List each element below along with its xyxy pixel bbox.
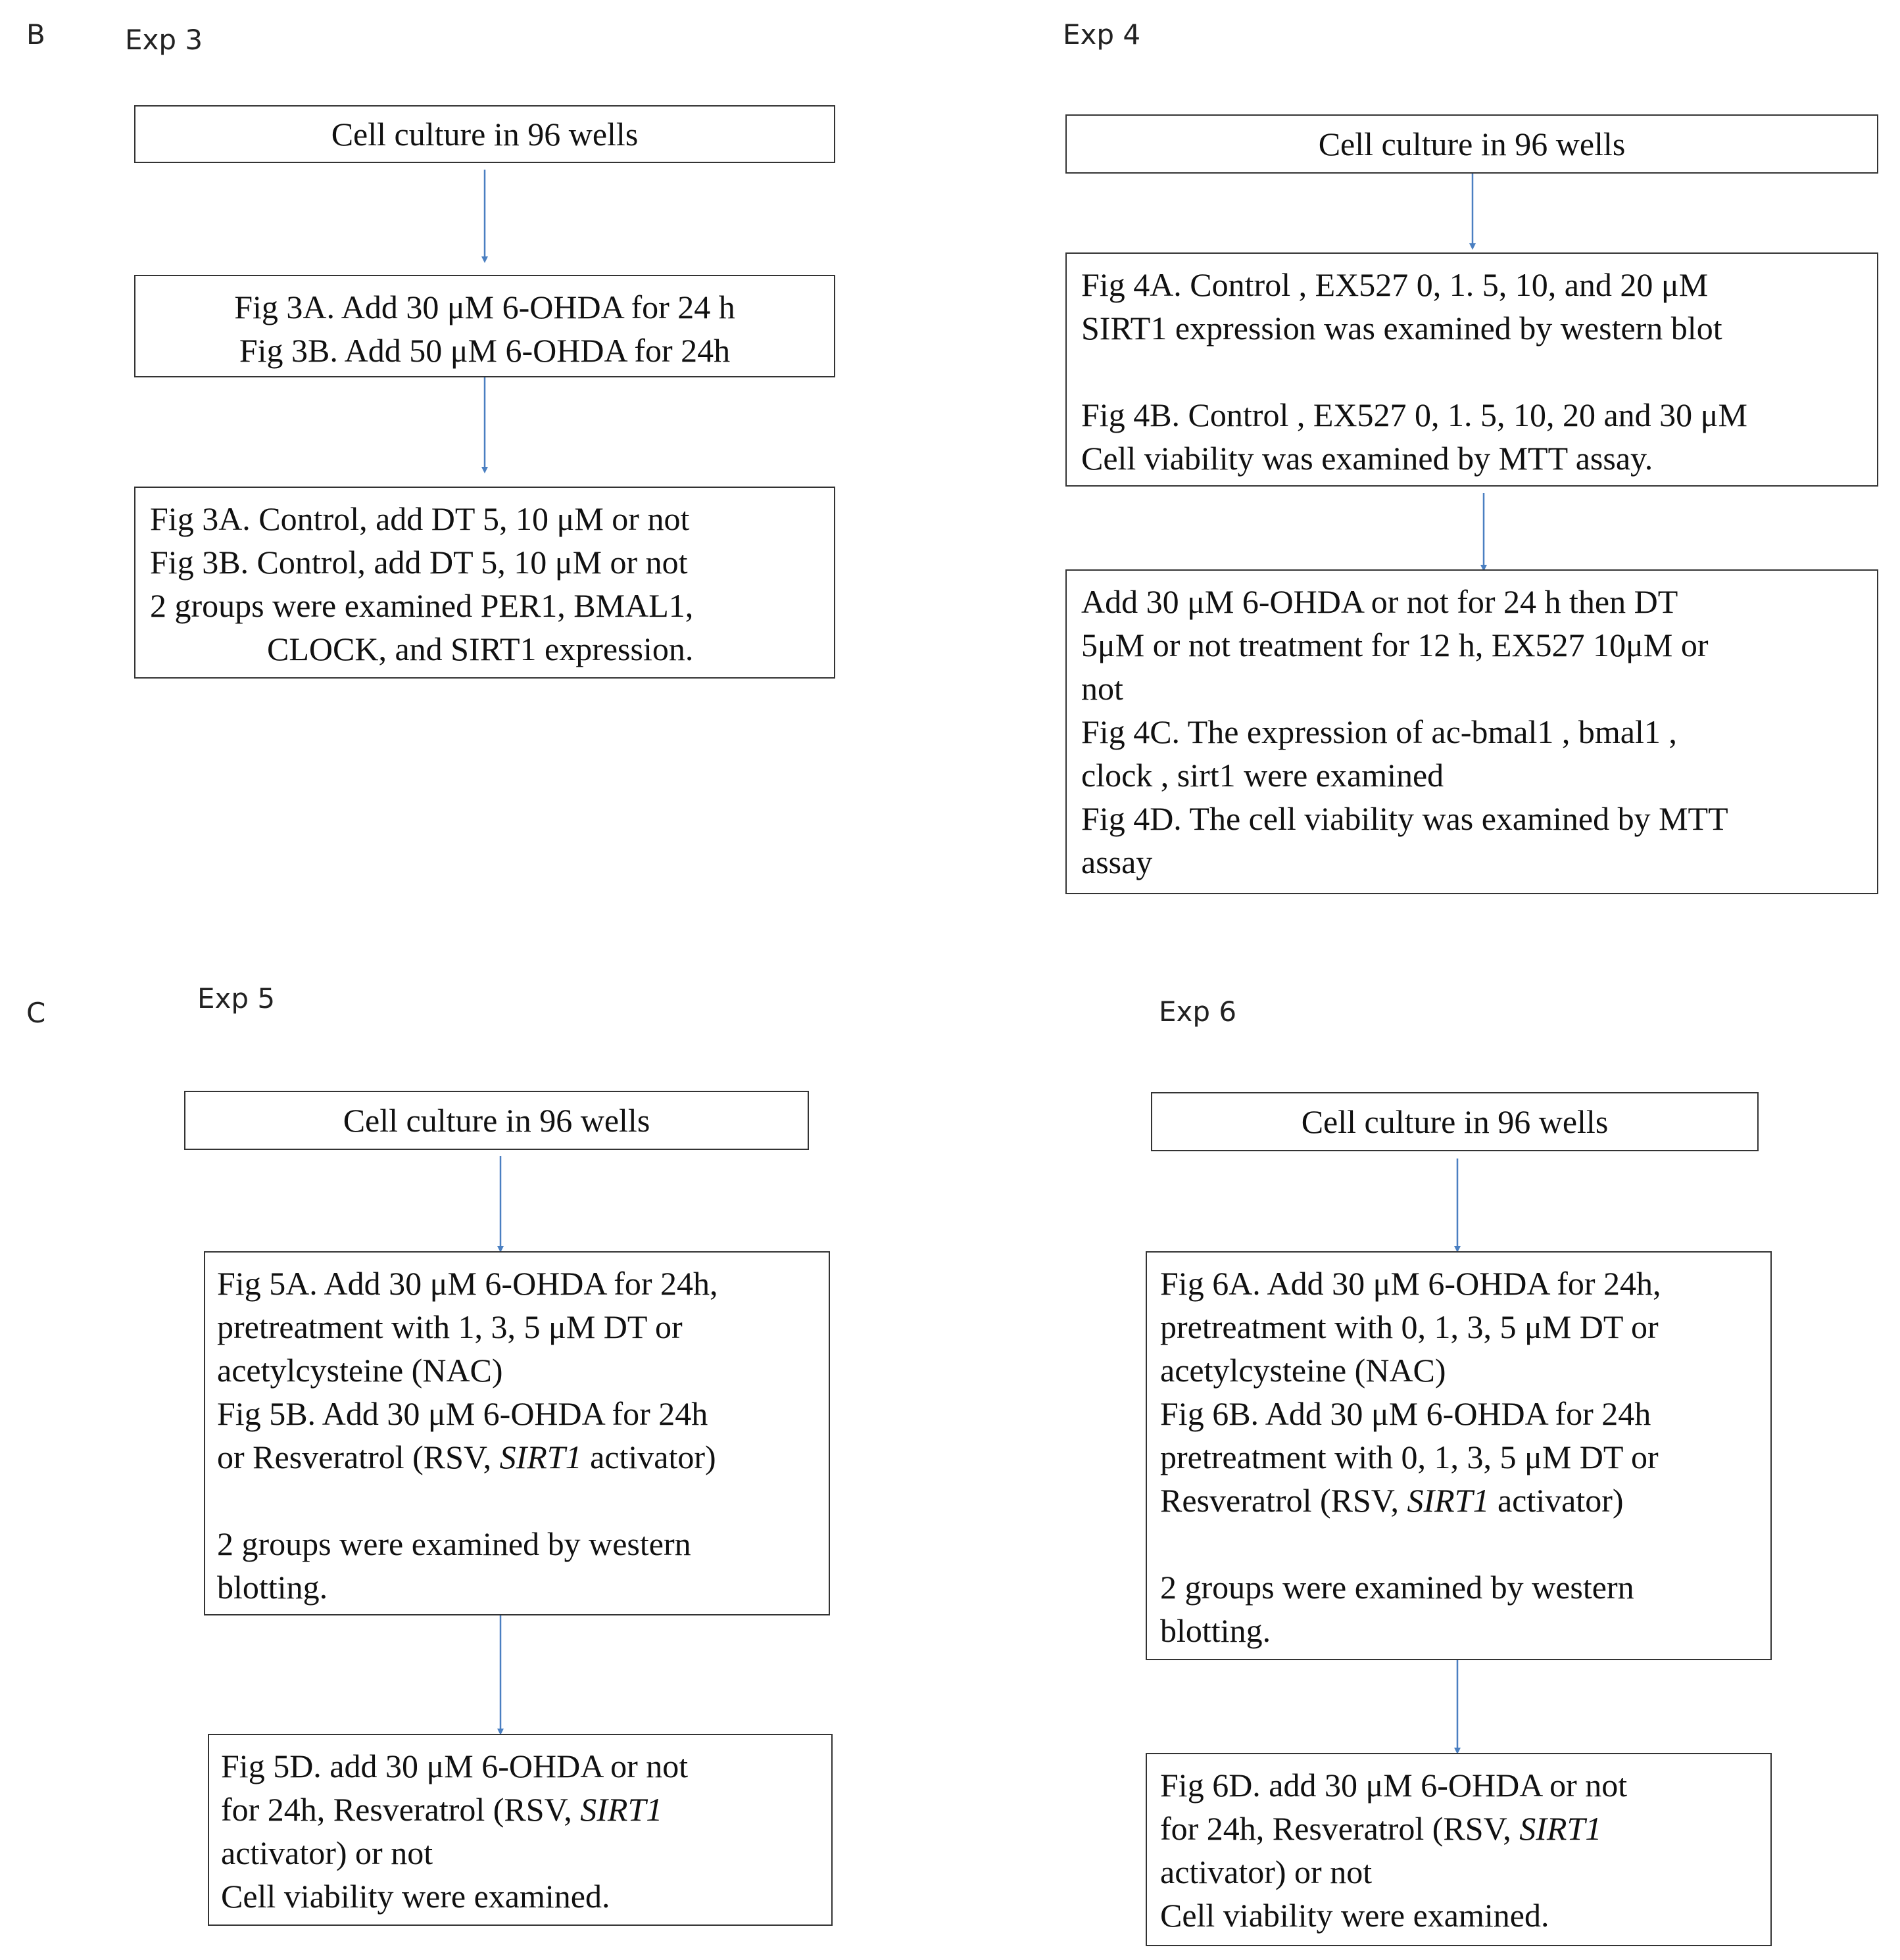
exp5-box-culture-text: Cell culture in 96 wells	[343, 1102, 650, 1139]
exp4-box-analysis-line: 5μM or not treatment for 12 h, EX527 10μM or	[1081, 627, 1709, 663]
exp6-box-treatment-line: blotting.	[1160, 1612, 1271, 1649]
exp4-box-ex527-line: Cell viability was examined by MTT assay.	[1081, 440, 1653, 477]
exp6-box-treatment-line: pretreatment with 0, 1, 3, 5 μM DT or	[1160, 1439, 1659, 1475]
exp3-title: Exp 3	[125, 24, 203, 56]
exp3-box-analysis-line: Fig 3A. Control, add DT 5, 10 μM or not	[150, 500, 690, 537]
exp5-box-viability-line	[221, 1788, 831, 1831]
exp5-box-treatment-line: 2 groups were examined by western	[217, 1525, 691, 1562]
exp5-box-treatment-line: pretreatment with 1, 3, 5 μM DT or	[217, 1308, 683, 1345]
exp6-box-treatment-line	[1160, 1479, 1770, 1522]
exp5-rsv-gene: SIRT1	[499, 1439, 582, 1475]
exp5-box-treatment-line: blotting.	[217, 1569, 328, 1606]
exp5-rsv-suffix: activator)	[581, 1439, 716, 1475]
exp5-box-treatment-line: Fig 5A. Add 30 μM 6-OHDA for 24h,	[217, 1265, 718, 1302]
exp3-box-analysis-line: 2 groups were examined PER1, BMAL1,	[150, 587, 694, 624]
exp5-box-viability-line: Fig 5D. add 30 μM 6-OHDA or not	[221, 1748, 689, 1784]
exp6-box-treatment-line: Fig 6A. Add 30 μM 6-OHDA for 24h,	[1160, 1265, 1661, 1302]
exp4-box-culture-text: Cell culture in 96 wells	[1318, 126, 1626, 162]
spacer-line	[217, 1479, 829, 1522]
spacer-line	[1160, 1522, 1770, 1566]
exp6-box-viability-line	[1160, 1807, 1770, 1850]
exp5-box-viability-line: activator) or not	[221, 1834, 433, 1871]
exp6-box-treatment-line: 2 groups were examined by western	[1160, 1569, 1634, 1606]
exp4-box-analysis-line: clock , sirt1 were examined	[1081, 757, 1444, 794]
exp4-box-analysis-line: assay	[1081, 844, 1153, 880]
exp5-box-viability-line: Cell viability were examined.	[221, 1878, 610, 1915]
exp5-viability-rsv-gene: SIRT1	[580, 1791, 663, 1828]
exp6-title: Exp 6	[1159, 995, 1237, 1028]
exp5-box-culture	[184, 1091, 809, 1150]
exp4-box-analysis-line: not	[1081, 670, 1123, 707]
exp3-box-treatment-line: Fig 3B. Add 50 μM 6-OHDA for 24h	[239, 332, 731, 369]
exp6-rsv-suffix: activator)	[1489, 1482, 1624, 1519]
exp6-box-viability	[1146, 1753, 1772, 1946]
exp5-box-treatment-line	[217, 1435, 829, 1479]
exp6-viability-rsv-gene: SIRT1	[1519, 1810, 1602, 1847]
exp3-box-analysis	[134, 487, 835, 679]
exp6-rsv-prefix: Resveratrol (RSV,	[1160, 1482, 1407, 1519]
exp4-box-analysis-line: Fig 4D. The cell viability was examined by MTT	[1081, 800, 1728, 837]
exp5-rsv-prefix: or Resveratrol (RSV,	[217, 1439, 500, 1475]
exp4-box-ex527	[1065, 252, 1878, 487]
exp6-box-treatment	[1146, 1251, 1772, 1660]
exp6-rsv-gene: SIRT1	[1407, 1482, 1490, 1519]
exp6-box-treatment-line: pretreatment with 0, 1, 3, 5 μM DT or	[1160, 1308, 1659, 1345]
panel-label-c: C	[26, 997, 46, 1029]
exp3-box-treatment	[134, 275, 835, 377]
exp6-viability-rsv-prefix: for 24h, Resveratrol (RSV,	[1160, 1810, 1520, 1847]
exp4-box-analysis-line: Fig 4C. The expression of ac-bmal1 , bmal1 ,	[1081, 713, 1677, 750]
exp3-box-analysis-line: Fig 3B. Control, add DT 5, 10 μM or not	[150, 544, 688, 581]
exp6-box-viability-line: Fig 6D. add 30 μM 6-OHDA or not	[1160, 1767, 1628, 1804]
exp3-box-culture	[134, 105, 835, 163]
exp5-box-treatment-line: acetylcysteine (NAC)	[217, 1352, 503, 1389]
exp6-box-viability-line: Cell viability were examined.	[1160, 1897, 1549, 1934]
exp6-box-treatment-line: Fig 6B. Add 30 μM 6-OHDA for 24h	[1160, 1395, 1651, 1432]
exp6-box-culture	[1151, 1092, 1759, 1151]
panel-label-b: B	[26, 18, 45, 51]
exp5-title: Exp 5	[197, 982, 276, 1015]
exp6-box-viability-line: activator) or not	[1160, 1853, 1373, 1890]
exp4-box-ex527-line: Fig 4A. Control , EX527 0, 1. 5, 10, and 20 μM	[1081, 266, 1709, 303]
exp4-box-ex527-line: Fig 4B. Control , EX527 0, 1. 5, 10, 20 and 30 μM	[1081, 396, 1747, 433]
exp5-box-treatment-line: Fig 5B. Add 30 μM 6-OHDA for 24h	[217, 1395, 708, 1432]
exp4-title: Exp 4	[1063, 18, 1141, 51]
exp4-box-analysis-line: Add 30 μM 6-OHDA or not for 24 h then DT	[1081, 583, 1678, 620]
exp4-box-ex527-line	[1081, 350, 1877, 393]
exp5-box-treatment	[204, 1251, 830, 1615]
exp3-box-treatment-line: Fig 3A. Add 30 μM 6-OHDA for 24 h	[234, 289, 735, 325]
exp5-box-viability	[208, 1734, 833, 1926]
exp5-viability-rsv-prefix: for 24h, Resveratrol (RSV,	[221, 1791, 581, 1828]
exp4-box-analysis	[1065, 569, 1878, 894]
exp4-box-culture	[1065, 114, 1878, 174]
exp6-box-treatment-line: acetylcysteine (NAC)	[1160, 1352, 1446, 1389]
exp3-box-culture-text: Cell culture in 96 wells	[331, 116, 639, 153]
exp3-box-analysis-line: CLOCK, and SIRT1 expression.	[267, 631, 694, 667]
exp6-box-culture-text: Cell culture in 96 wells	[1301, 1103, 1609, 1140]
exp4-box-ex527-line: SIRT1 expression was examined by western blot	[1081, 310, 1722, 347]
